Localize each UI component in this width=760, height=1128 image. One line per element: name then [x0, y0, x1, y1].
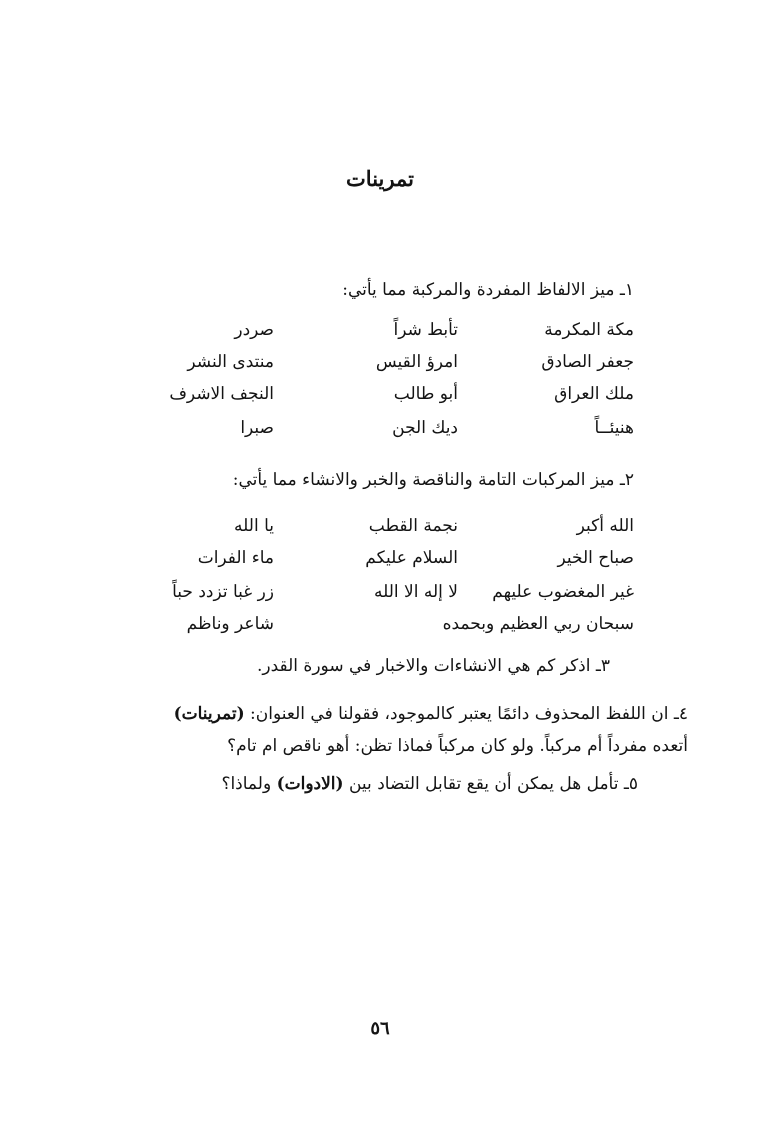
exercise-2-row [0, 516, 760, 546]
phrase: نجمة القطب [368, 516, 458, 536]
phrase: زر غبا تزدد حباً [172, 582, 274, 602]
exercise-2-row [0, 548, 760, 578]
exercise-5-text: ٥ـ تأمل هل يمكن أن يقع تقابل التضاد بين [348, 774, 638, 794]
exercise-1-row [0, 418, 760, 448]
exercise-5 [221, 774, 638, 794]
word: منتدى النشر [187, 352, 274, 372]
word: صردر [234, 320, 274, 340]
exercise-1-row [0, 384, 760, 414]
word: مكة المكرمة [544, 320, 634, 340]
word: أبو طالب [393, 384, 458, 404]
phrase: سبحان ربي العظيم وبحمده [442, 614, 634, 634]
exercise-4-title-ref: (تمرينات) [173, 704, 245, 724]
exercise-4 [68, 698, 688, 762]
exercise-2-row [0, 582, 760, 612]
word: ملك العراق [554, 384, 634, 404]
phrase: يا الله [234, 516, 274, 536]
word: امرؤ القيس [375, 352, 458, 372]
page-title: تمرينات [346, 166, 414, 191]
exercise-1-heading: ١ـ ميز الالفاظ المفردة والمركبة مما يأتي: [342, 280, 634, 300]
exercise-4-line-2: أتعده مفرداً أم مركباً. ولو كان مركباً فماذا تظن: أهو ناقص ام تام؟ [227, 736, 688, 756]
phrase: لا إله الا الله [374, 582, 458, 602]
word: النجف الاشرف [169, 384, 274, 404]
phrase: غير المغضوب عليهم [492, 582, 634, 602]
word: صبرا [240, 418, 274, 438]
phrase: ماء الفرات [197, 548, 274, 568]
page-number: ٥٦ [370, 1018, 390, 1039]
exercise-4-text: ٤ـ ان اللفظ المحذوف دائمًا يعتبر كالموجود، فقولنا في العنوان: [250, 704, 688, 724]
word: تأبط شراً [393, 320, 458, 340]
phrase: الله أكبر [576, 516, 634, 536]
exercise-2-heading: ٢ـ ميز المركبات التامة والناقصة والخبر والانشاء مما يأتي: [232, 470, 634, 490]
phrase: صباح الخير [557, 548, 634, 568]
phrase: شاعر وناظم [186, 614, 274, 634]
exercise-5-end: ولماذا؟ [221, 774, 272, 794]
word: هنيئــاً [594, 418, 634, 438]
exercise-1-row [0, 352, 760, 382]
exercise-3: ٣ـ اذكر كم هي الانشاءات والاخبار في سورة القدر. [256, 656, 610, 676]
phrase: السلام عليكم [365, 548, 458, 568]
word: جعفر الصادق [541, 352, 634, 372]
word: ديك الجن [392, 418, 458, 438]
exercise-2-row [0, 614, 760, 644]
exercise-1-row [0, 320, 760, 350]
exercise-5-bold: (الادوات) [276, 774, 344, 794]
exercise-4-line-1 [68, 698, 688, 730]
